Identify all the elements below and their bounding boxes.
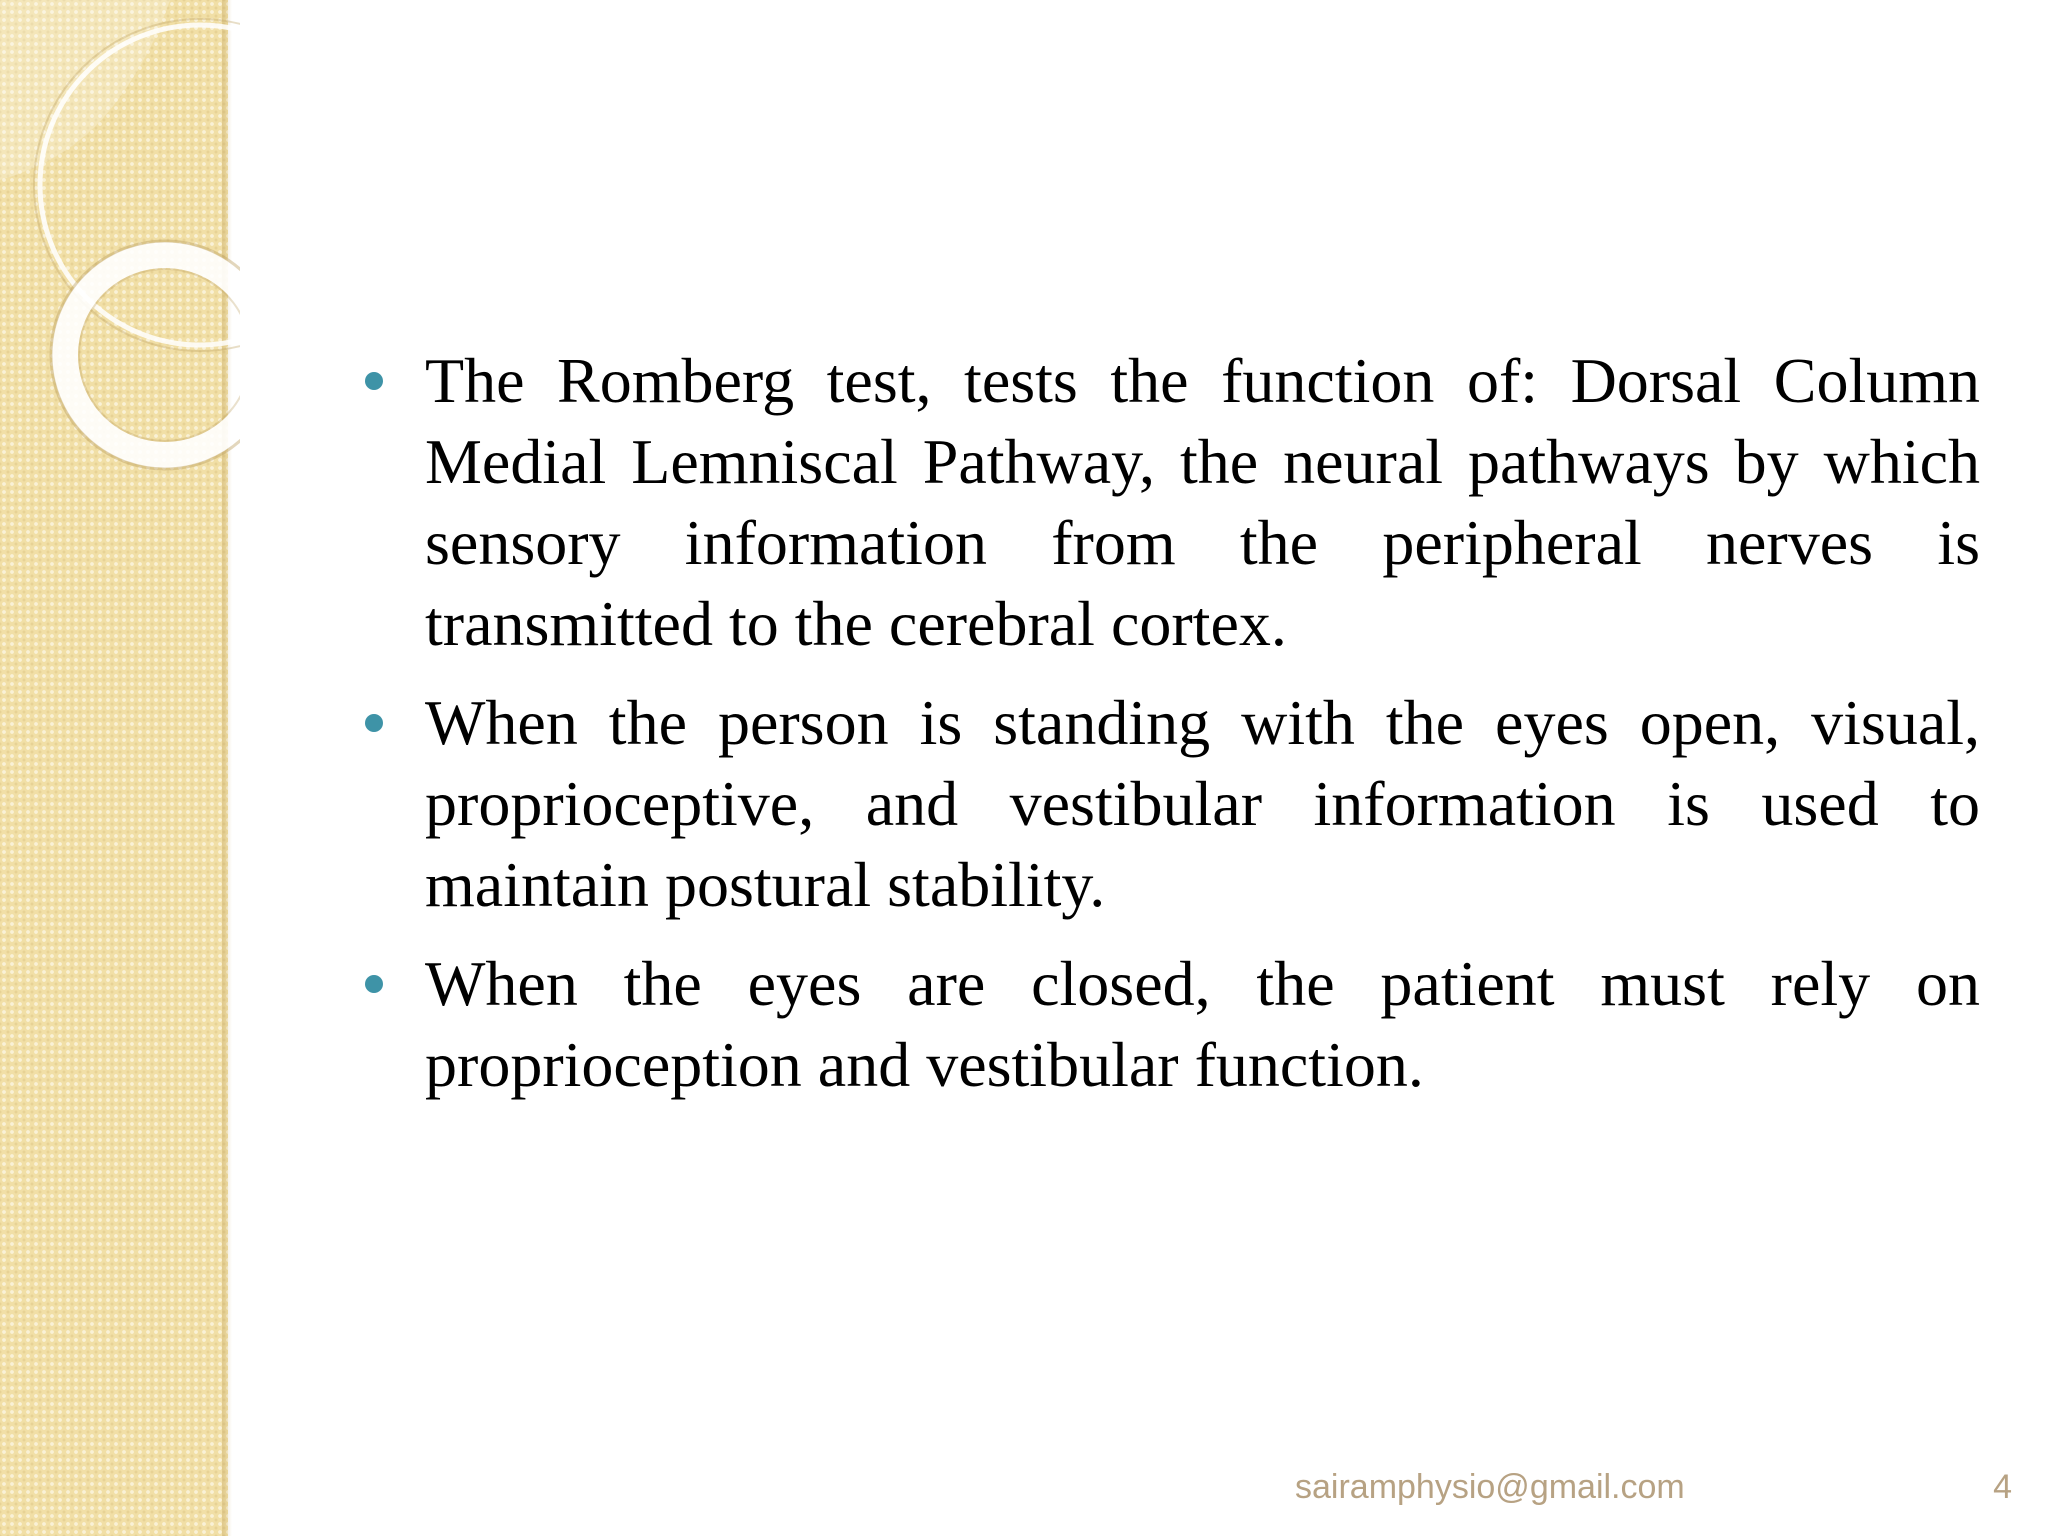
page-number: 4 [1993,1468,2012,1506]
bullet-text: When the eyes are closed, the patient must rely on proprioception and vestibular function. [425,948,1980,1100]
side-panel-shadow [222,0,232,1536]
decorative-side-panel [0,0,228,1536]
bullet-item [355,682,1980,925]
bullet-dot-icon [365,714,383,732]
bullet-item [355,943,1980,1105]
bullet-text: The Romberg test, tests the function of: Dorsal Column Medial Lemniscal Pathway, the neural pathways by which sensory information from the peripheral nerves is transmitted to the cerebral cortex. [425,345,1980,659]
bullet-dot-icon [365,372,383,390]
bullet-item [355,340,1980,664]
footer-email: sairamphysio@gmail.com [1295,1468,1685,1506]
bullet-text: When the person is standing with the eyes open, visual, proprioceptive, and vestibular information is used to maintain postural stability. [425,687,1980,920]
bullet-list [355,340,1980,1123]
bullet-dot-icon [365,975,383,993]
